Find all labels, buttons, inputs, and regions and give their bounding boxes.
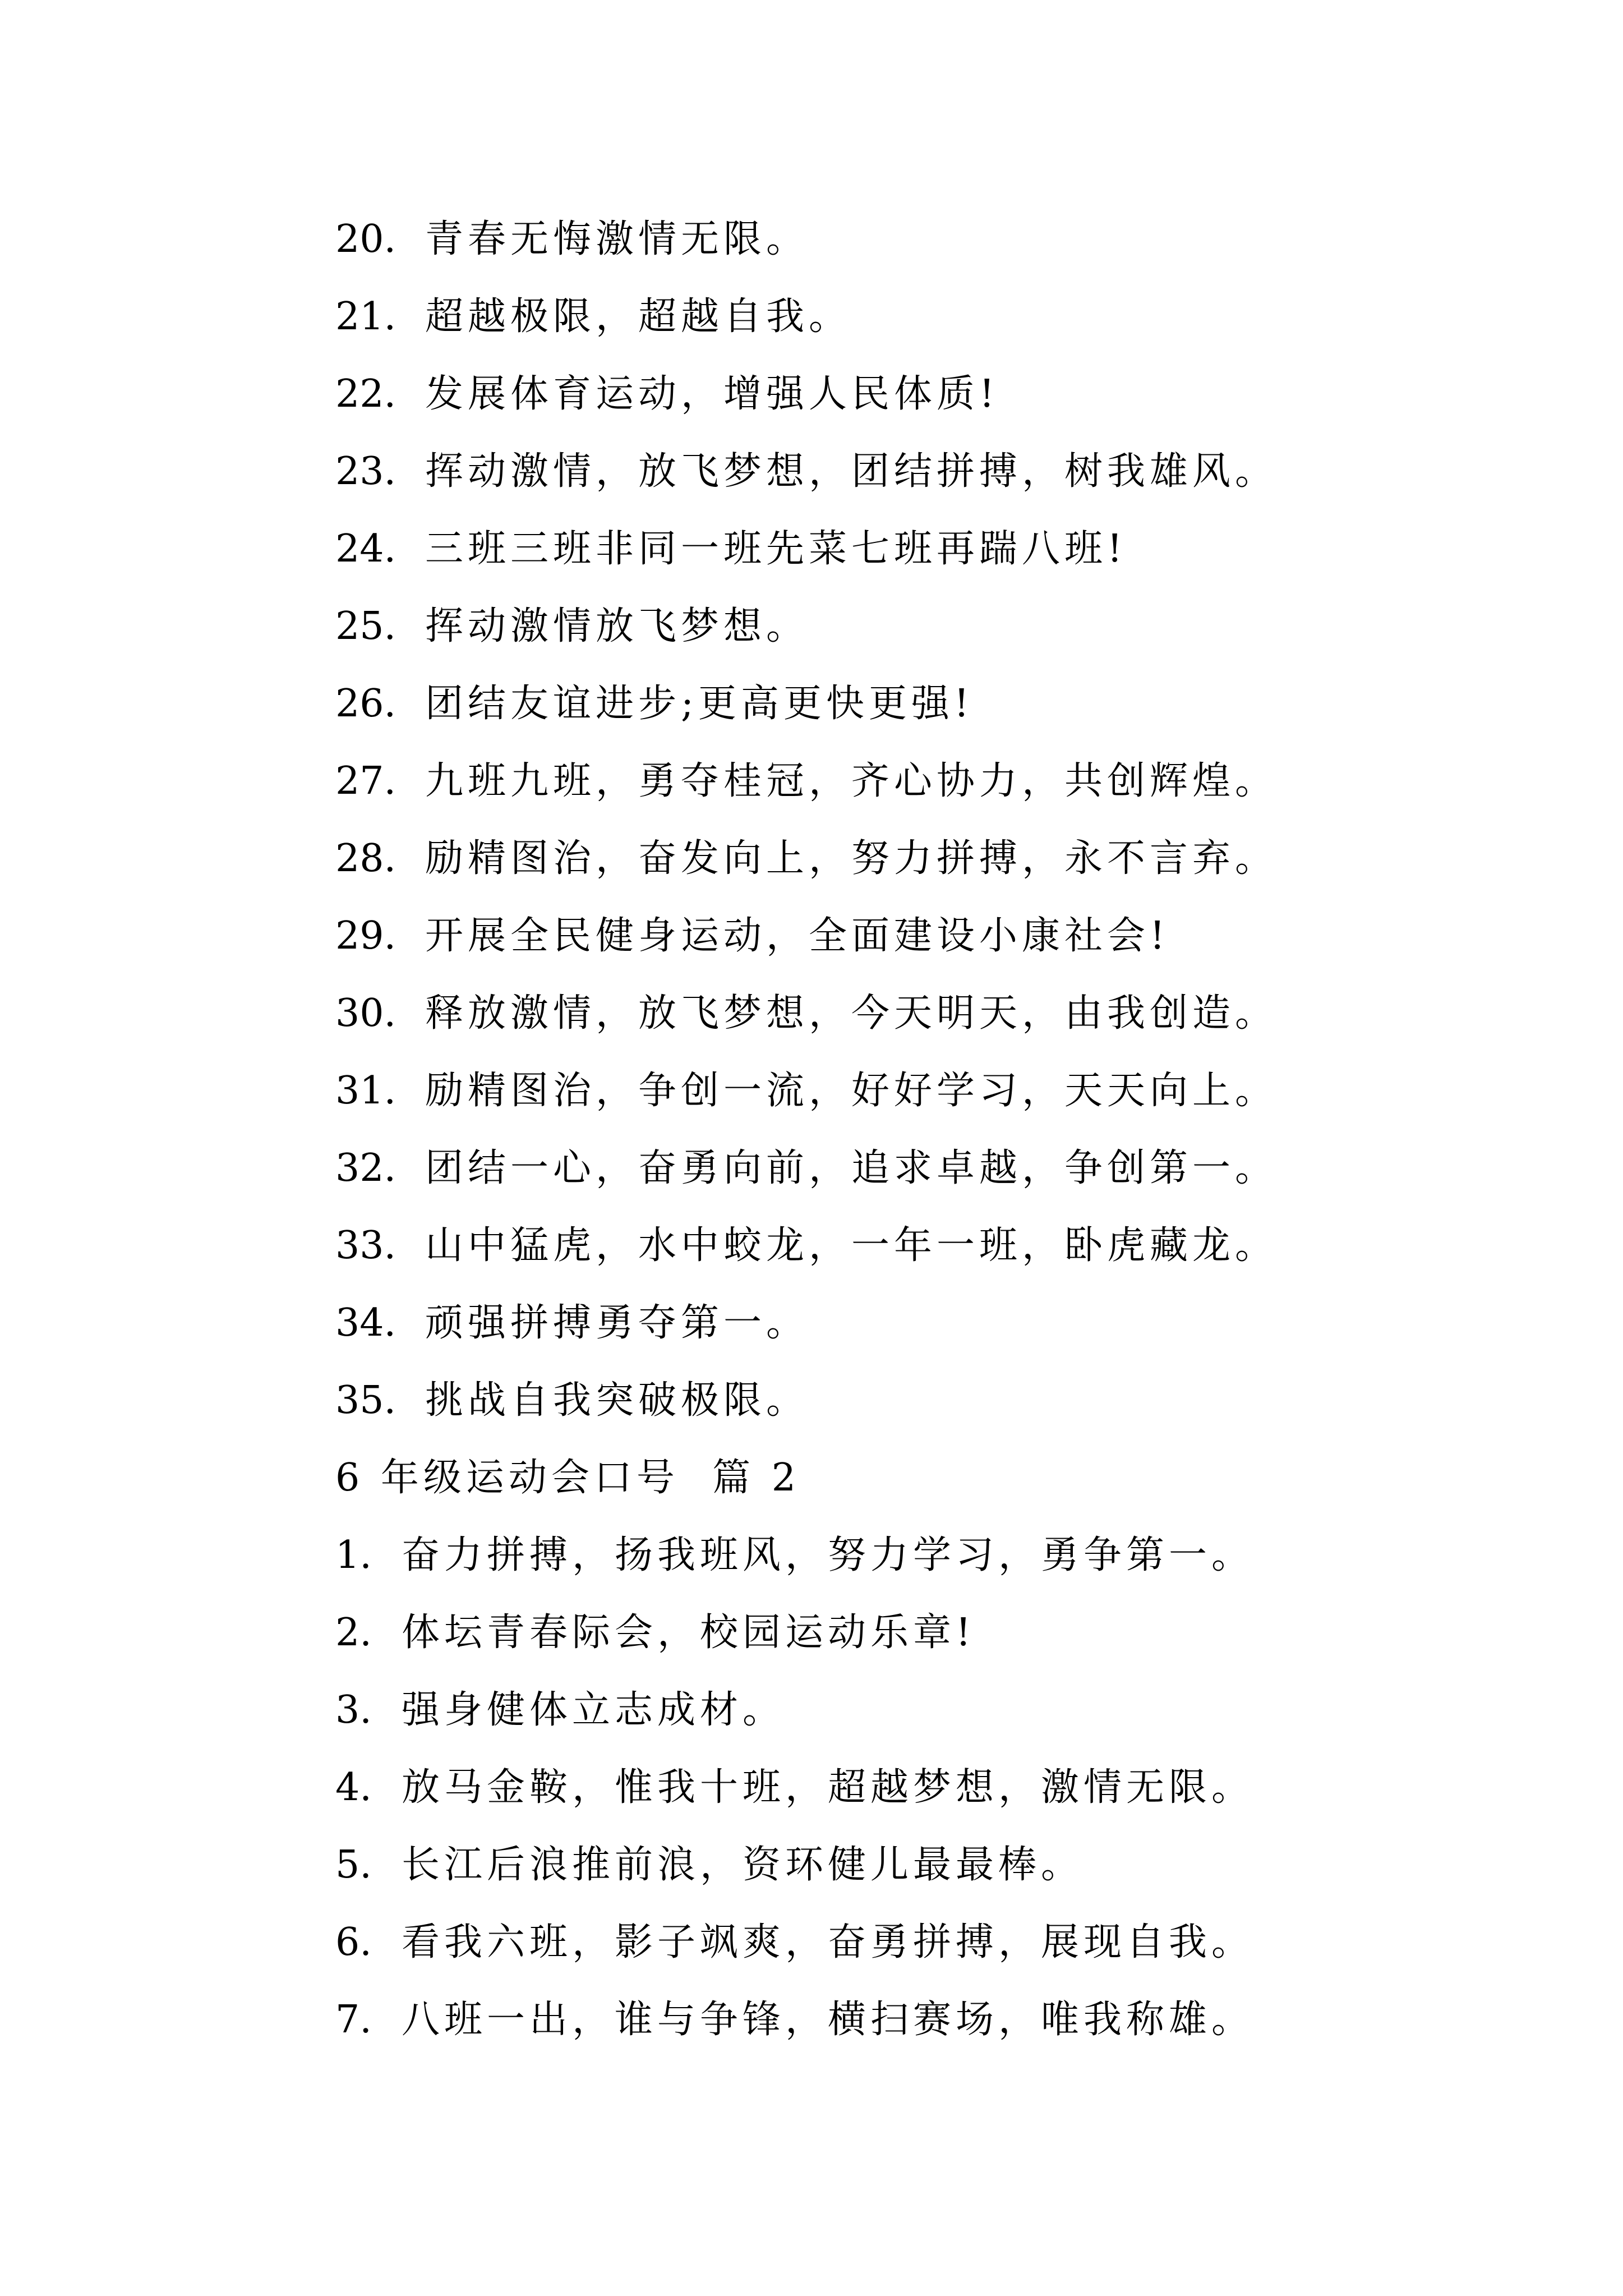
item-number: 28. <box>335 836 396 881</box>
list-item <box>335 356 1485 433</box>
item-number: 35. <box>335 1378 396 1423</box>
list-item <box>335 898 1485 975</box>
section-heading: 6 年级运动会口号 篇 2 <box>335 1456 800 1500</box>
item-number: 23. <box>335 449 396 494</box>
list-item <box>335 433 1485 510</box>
item-text: 看我六班，影子飒爽，奋勇拼搏，展现自我。 <box>402 1920 1255 1964</box>
item-text: 八班一出，谁与争锋，横扫赛场，唯我称雄。 <box>402 1998 1255 2042</box>
item-text: 开展全民健身运动，全面建设小康社会! <box>425 914 1170 958</box>
item-text: 励精图治，奋发向上，努力拼搏，永不言弃。 <box>425 836 1278 881</box>
list-item <box>335 278 1485 356</box>
item-text: 山中猛虎，水中蛟龙，一年一班，卧虎藏龙。 <box>425 1223 1278 1268</box>
item-number: 3. <box>335 1688 372 1732</box>
list-item <box>335 588 1485 665</box>
item-text: 长江后浪推前浪，资环健儿最最棒。 <box>402 1843 1084 1887</box>
list-item <box>335 1981 1485 2059</box>
item-text: 九班九班，勇夺桂冠，齐心协力，共创辉煌。 <box>425 759 1278 803</box>
item-text: 强身健体立志成材。 <box>402 1688 786 1732</box>
item-text: 挑战自我突破极限。 <box>425 1378 809 1423</box>
item-number: 6. <box>335 1920 372 1964</box>
item-number: 33. <box>335 1223 396 1268</box>
list-item <box>335 1285 1485 1362</box>
item-text: 三班三班非同一班先菜七班再踹八班! <box>425 527 1127 571</box>
item-text: 青春无悔激情无限。 <box>425 217 809 261</box>
item-number: 34. <box>335 1301 396 1345</box>
item-number: 21. <box>335 295 396 339</box>
list-item <box>335 201 1485 278</box>
list-item <box>335 1749 1485 1826</box>
item-number: 24. <box>335 527 396 571</box>
item-number: 4. <box>335 1765 372 1810</box>
list-item <box>335 1517 1485 1594</box>
page-content <box>335 201 1485 2059</box>
list-item <box>335 975 1485 1052</box>
item-text: 超越极限，超越自我。 <box>425 295 852 339</box>
item-text: 励精图治，争创一流，好好学习，天天向上。 <box>425 1069 1278 1113</box>
item-text: 挥动激情放飞梦想。 <box>425 604 809 648</box>
list-item <box>335 743 1485 820</box>
item-number: 26. <box>335 682 396 726</box>
item-number: 30. <box>335 991 396 1036</box>
item-number: 20. <box>335 217 396 261</box>
list-item <box>335 665 1485 743</box>
item-text: 发展体育运动，增强人民体质! <box>425 372 999 416</box>
item-number: 2. <box>335 1611 372 1655</box>
item-number: 22. <box>335 372 396 416</box>
list-item <box>335 1207 1485 1285</box>
item-number: 7. <box>335 1998 372 2042</box>
list-item <box>335 1904 1485 1981</box>
item-number: 27. <box>335 759 396 803</box>
list-item <box>335 1052 1485 1130</box>
item-text: 团结一心，奋勇向前，追求卓越，争创第一。 <box>425 1146 1278 1190</box>
item-number: 29. <box>335 914 396 958</box>
list-item <box>335 1826 1485 1904</box>
list-item <box>335 510 1485 588</box>
item-number: 32. <box>335 1146 396 1190</box>
list-item <box>335 820 1485 898</box>
item-number: 31. <box>335 1069 396 1113</box>
list-item <box>335 1594 1485 1672</box>
item-text: 放马金鞍，惟我十班，超越梦想，激情无限。 <box>402 1765 1255 1810</box>
item-text: 团结友谊进步;更高更快更强! <box>425 682 974 726</box>
item-text: 挥动激情，放飞梦想，团结拼搏，树我雄风。 <box>425 449 1278 494</box>
list-item <box>335 1362 1485 1439</box>
list-item <box>335 1130 1485 1207</box>
item-text: 顽强拼搏勇夺第一。 <box>425 1301 809 1345</box>
item-text: 释放激情，放飞梦想，今天明天，由我创造。 <box>425 991 1278 1036</box>
list-item <box>335 1672 1485 1749</box>
item-number: 25. <box>335 604 396 648</box>
item-text: 体坛青春际会，校园运动乐章! <box>402 1611 976 1655</box>
item-text: 奋力拼搏，扬我班风，努力学习，勇争第一。 <box>402 1533 1255 1577</box>
item-number: 1. <box>335 1533 372 1577</box>
item-number: 5. <box>335 1843 372 1887</box>
